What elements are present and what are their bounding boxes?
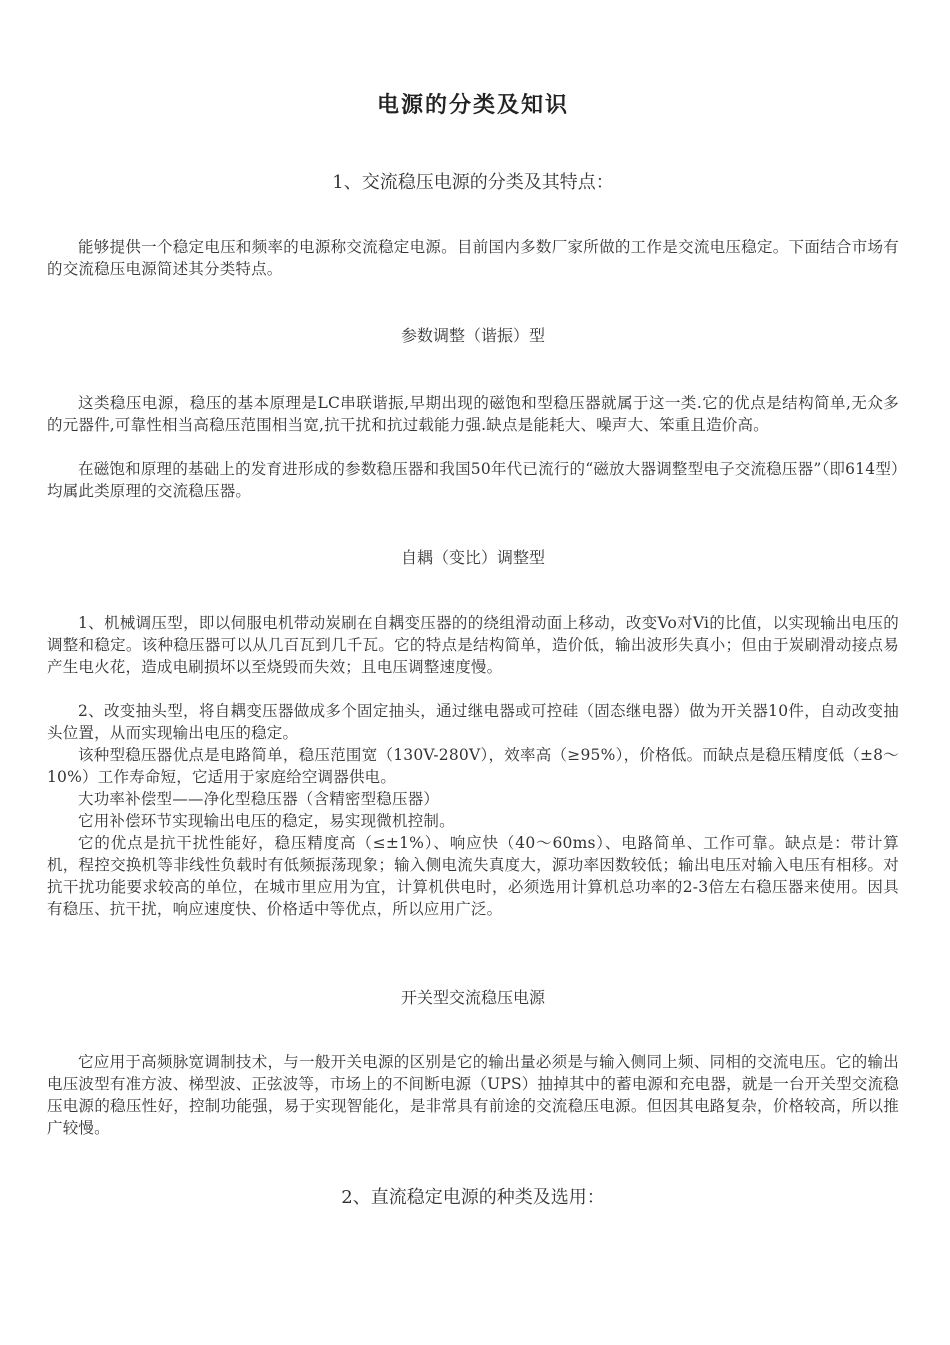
section-heading-ac: 1、交流稳压电源的分类及其特点： [332,172,614,193]
subsection-heading-autotransformer: 自耦（变比）调整型 [400,548,545,567]
paragraph-compensation-pros-cons: 它的优点是抗干扰性能好，稳压精度高（≤±1%）、响应快（40～60ms）、电路简单、工作可靠。缺点是：带计算机，程控交换机等非线性负载时有低频振荡现象；输入侧电流失真度大，源功率因数较低；输出电压对输入电压有相移。对抗干扰功能要求较高的单位，在城市里应用为宜，计算机供电时，必须选用计算机总功率的2-3倍左右稳压器来使用。因具有稳压、抗干扰，响应速度快、价格适中等优点，所以应用广泛。 [47,834,899,918]
document-title: 电源的分类及知识 [376,92,569,118]
paragraph-compensation-type: 大功率补偿型——净化型稳压器（含精密型稳压器） [78,790,440,808]
subsection-heading-resonant: 参数调整（谐振）型 [400,326,545,345]
section-intro-paragraph: 能够提供一个稳定电压和频率的电源称交流稳定电源。目前国内多数厂家所做的工作是交流电压稳定。下面结合市场有的交流稳压电源简述其分类特点。 [47,238,899,278]
paragraph-switching: 它应用于高频脉宽调制技术，与一般开关电源的区别是它的输出量必须是与输入侧同上频、同相的交流电压。它的输出电压波型有准方波、梯型波、正弦波等，市场上的不间断电源（UPS）抽掉其中的蓄电源和充电器，就是一台开关型交流稳压电源的稳压性好，控制功能强，易于实现智能化，是非常具有前途的交流稳压电源。但因其电路复杂，价格较高，所以推广较慢。 [47,1053,899,1137]
section-heading-dc: 2、直流稳定电源的种类及选用： [341,1187,605,1208]
paragraph-resonant-614: 在磁饱和原理的基础上的发育进形成的参数稳压器和我国50年代已流行的“磁放大器调整型电子交流稳压器”（即614型）均属此类原理的交流稳压器。 [47,460,899,500]
paragraph-mechanical-regulator: 1、机械调压型，即以伺服电机带动炭刷在自耦变压器的的绕组滑动面上移动，改变Vo对Vi的比值，以实现输出电压的调整和稳定。该种稳压器可以从几百瓦到几千瓦。它的特点是结构简单，造价低，输出波形失真小；但由于炭刷滑动接点易产生电火花，造成电刷损坏以至烧毁而失效；且电压调整速度慢。 [47,614,899,676]
paragraph-compensation-principle: 它用补偿环节实现输出电压的稳定，易实现微机控制。 [78,812,455,830]
paragraph-resonant-principle: 这类稳压电源，稳压的基本原理是LC串联谐振,早期出现的磁饱和型稳压器就属于这一类.它的优点是结构简单,无众多的元器件,可靠性相当高稳压范围相当宽,抗干扰和抗过载能力强.缺点是能耗大、噪声大、笨重且造价高。 [47,394,899,434]
subsection-heading-switching: 开关型交流稳压电源 [400,988,545,1007]
paragraph-tap-changing: 2、改变抽头型，将自耦变压器做成多个固定抽头，通过继电器或可控硅（固态继电器）做为开关器10件，自动改变抽头位置，从而实现输出电压的稳定。 [47,702,899,742]
paragraph-tap-advantages: 该种型稳压器优点是电路简单，稳压范围宽（130V-280V），效率高（≥95%），价格低。而缺点是稳压精度低（±8～10%）工作寿命短，它适用于家庭给空调器供电。 [47,746,899,786]
